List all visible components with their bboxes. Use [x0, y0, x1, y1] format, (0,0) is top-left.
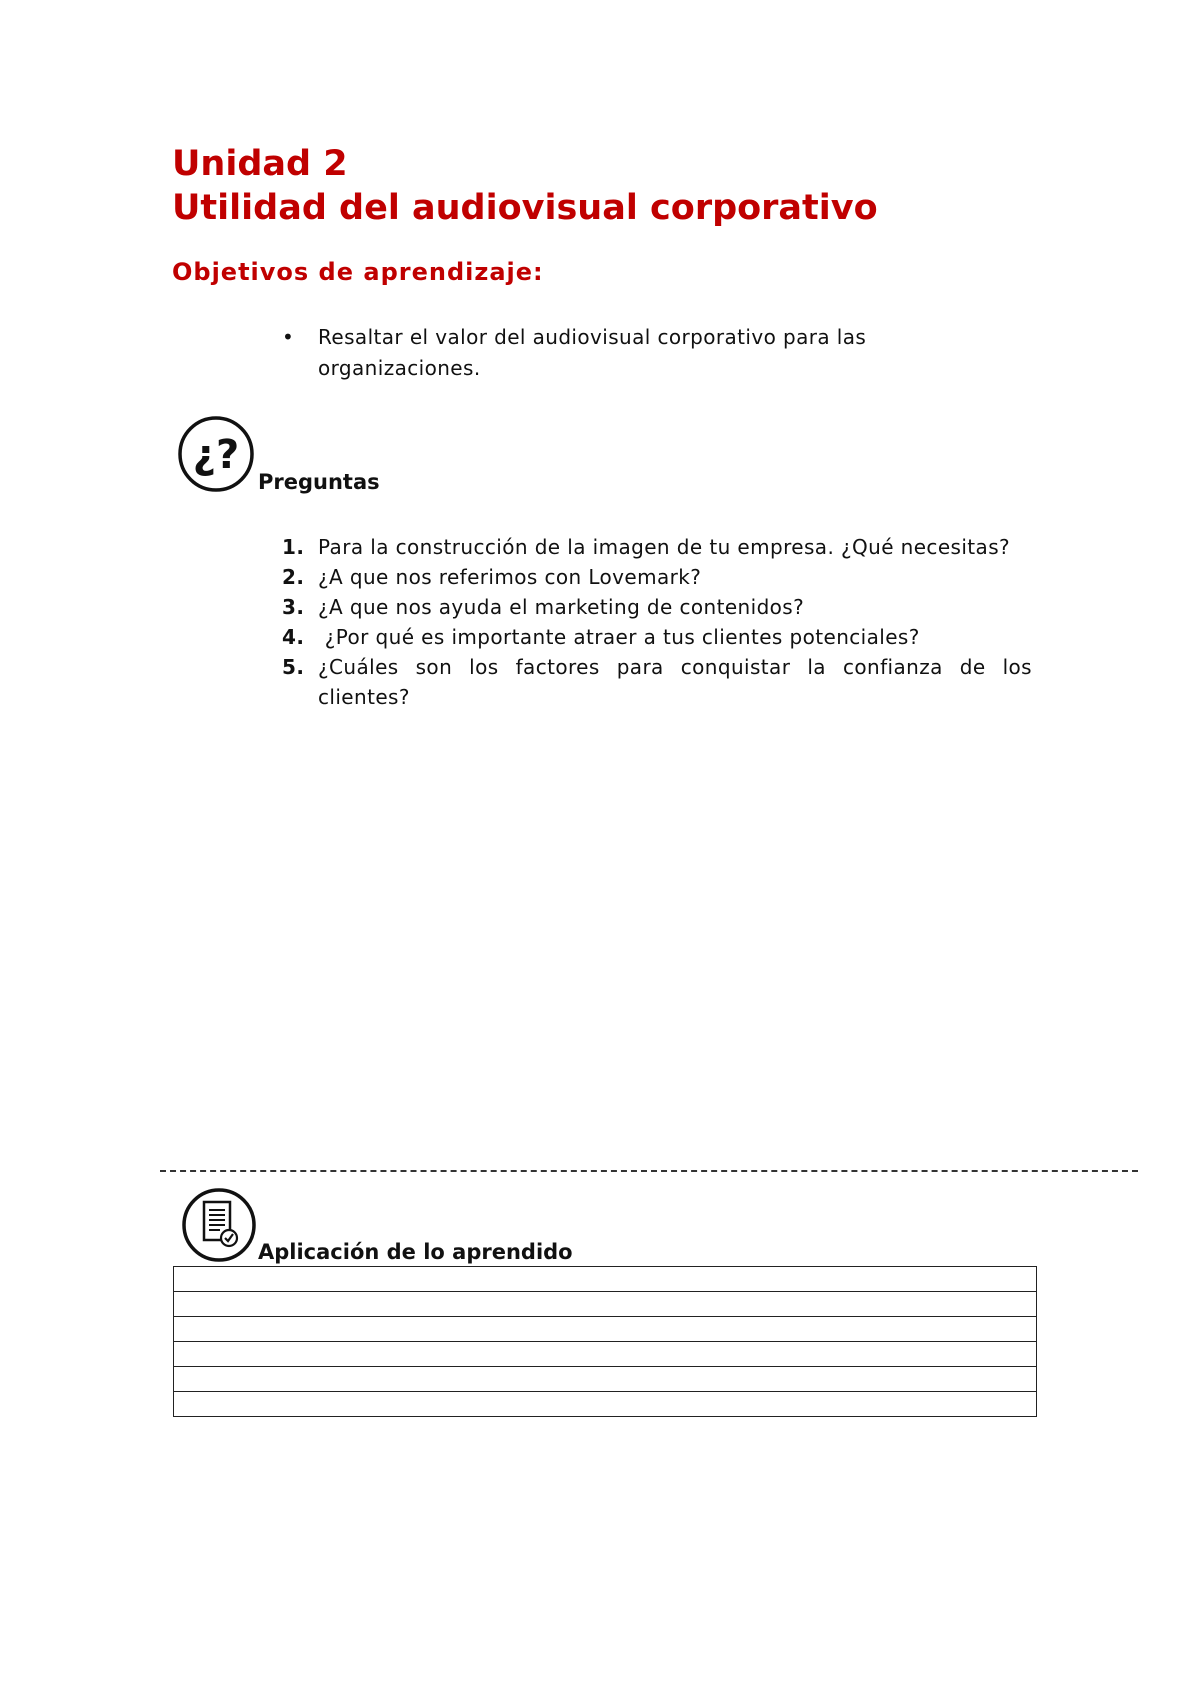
- question-text: Para la construcción de la imagen de tu empresa. ¿Qué necesitas?: [318, 535, 1011, 559]
- section-separator: [160, 1170, 1138, 1172]
- bullet-icon: •: [282, 325, 295, 349]
- objectives-heading: Objetivos de aprendizaje:: [172, 258, 544, 286]
- answer-line[interactable]: [174, 1392, 1036, 1416]
- question-number: 1.: [282, 535, 305, 559]
- answer-line[interactable]: [174, 1267, 1036, 1292]
- question-number: 4.: [282, 625, 305, 649]
- questions-list: [282, 532, 1032, 712]
- application-heading: Aplicación de lo aprendido: [258, 1240, 573, 1264]
- question-number: 3.: [282, 595, 305, 619]
- document-check-icon: [180, 1186, 258, 1264]
- questions-heading: Preguntas: [258, 470, 380, 494]
- question-item: [282, 532, 1032, 562]
- question-number: 5.: [282, 655, 305, 679]
- question-item: [282, 622, 1032, 652]
- answer-line[interactable]: [174, 1317, 1036, 1342]
- answer-line[interactable]: [174, 1292, 1036, 1317]
- question-text: ¿A que nos ayuda el marketing de contenidos?: [318, 595, 805, 619]
- question-text: ¿Cuáles son los factores para conquistar la confianza de los clientes?: [318, 655, 1032, 709]
- question-text: ¿Por qué es importante atraer a tus clientes potenciales?: [318, 625, 920, 649]
- question-item: [282, 592, 1032, 622]
- answer-line[interactable]: [174, 1342, 1036, 1367]
- unit-number: Unidad 2: [172, 144, 348, 184]
- question-icon: [176, 414, 256, 494]
- objectives-list: [282, 322, 962, 384]
- answer-lines-table: [173, 1266, 1037, 1417]
- objective-text: Resaltar el valor del audiovisual corporativo para las organizaciones.: [318, 325, 867, 380]
- answer-line[interactable]: [174, 1367, 1036, 1392]
- question-text: ¿A que nos referimos con Lovemark?: [318, 565, 702, 589]
- question-item: [282, 562, 1032, 592]
- unit-title: [172, 142, 878, 230]
- objective-item: [282, 322, 962, 384]
- question-item: [282, 652, 1032, 712]
- svg-text:¿?: ¿?: [192, 432, 240, 478]
- question-number: 2.: [282, 565, 305, 589]
- unit-subtitle: Utilidad del audiovisual corporativo: [172, 188, 878, 228]
